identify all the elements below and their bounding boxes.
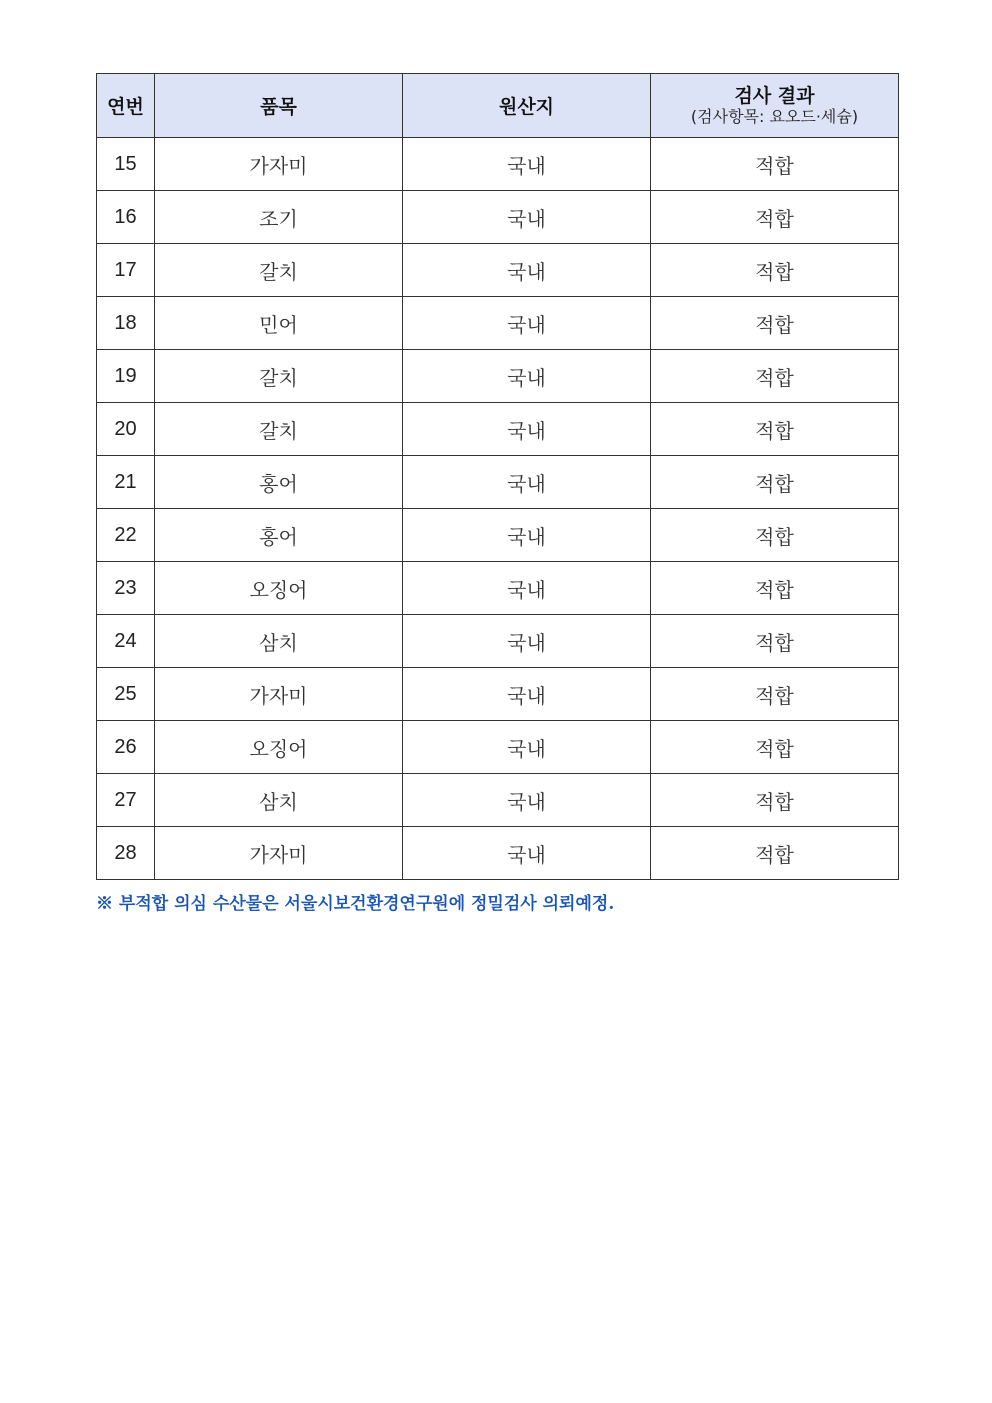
cell-no: 24 [97,615,155,668]
cell-no: 23 [97,562,155,615]
cell-result: 적합 [651,562,899,615]
cell-origin: 국내 [403,509,651,562]
cell-no: 16 [97,191,155,244]
cell-result: 적합 [651,615,899,668]
cell-item: 오징어 [155,721,403,774]
cell-item: 갈치 [155,244,403,297]
cell-origin: 국내 [403,403,651,456]
table-row [97,191,899,244]
footnote-note: ※ 부적합 의심 수산물은 서울시보건환경연구원에 정밀검사 의뢰예정. [96,894,615,914]
cell-item: 갈치 [155,403,403,456]
cell-no: 20 [97,403,155,456]
header-origin: 원산지 [403,74,651,138]
cell-no: 22 [97,509,155,562]
cell-item: 민어 [155,297,403,350]
inspection-results-table [96,73,899,880]
cell-origin: 국내 [403,721,651,774]
cell-no: 17 [97,244,155,297]
table-row [97,350,899,403]
table-row [97,403,899,456]
cell-item: 가자미 [155,138,403,191]
cell-item: 삼치 [155,615,403,668]
cell-no: 27 [97,774,155,827]
cell-origin: 국내 [403,244,651,297]
cell-origin: 국내 [403,562,651,615]
table-row [97,562,899,615]
table-row [97,774,899,827]
cell-no: 18 [97,297,155,350]
cell-result: 적합 [651,774,899,827]
cell-no: 21 [97,456,155,509]
table-row [97,138,899,191]
cell-result: 적합 [651,456,899,509]
cell-no: 15 [97,138,155,191]
cell-item: 삼치 [155,774,403,827]
table-row [97,827,899,880]
cell-result: 적합 [651,509,899,562]
cell-item: 가자미 [155,827,403,880]
cell-origin: 국내 [403,615,651,668]
table-row [97,721,899,774]
header-item: 품목 [155,74,403,138]
header-result-subtitle: (검사항목: 요오드·세슘) [690,106,859,126]
table-row [97,297,899,350]
table-header-row [97,74,899,138]
header-no: 연번 [97,74,155,138]
table-body [97,138,899,880]
cell-result: 적합 [651,668,899,721]
cell-no: 19 [97,350,155,403]
cell-result: 적합 [651,138,899,191]
cell-origin: 국내 [403,827,651,880]
table-row [97,456,899,509]
cell-origin: 국내 [403,350,651,403]
cell-origin: 국내 [403,191,651,244]
header-result [651,74,899,138]
cell-no: 26 [97,721,155,774]
cell-result: 적합 [651,350,899,403]
cell-no: 25 [97,668,155,721]
cell-origin: 국내 [403,668,651,721]
cell-item: 오징어 [155,562,403,615]
cell-item: 조기 [155,191,403,244]
cell-item: 가자미 [155,668,403,721]
table-row [97,509,899,562]
table-row [97,668,899,721]
cell-no: 28 [97,827,155,880]
cell-origin: 국내 [403,138,651,191]
cell-item: 홍어 [155,509,403,562]
cell-result: 적합 [651,827,899,880]
cell-origin: 국내 [403,774,651,827]
cell-result: 적합 [651,297,899,350]
table-row [97,615,899,668]
cell-origin: 국내 [403,297,651,350]
cell-item: 홍어 [155,456,403,509]
cell-result: 적합 [651,721,899,774]
header-result-title: 검사 결과 [734,84,815,107]
cell-origin: 국내 [403,456,651,509]
cell-result: 적합 [651,191,899,244]
table-row [97,244,899,297]
cell-item: 갈치 [155,350,403,403]
cell-result: 적합 [651,403,899,456]
cell-result: 적합 [651,244,899,297]
